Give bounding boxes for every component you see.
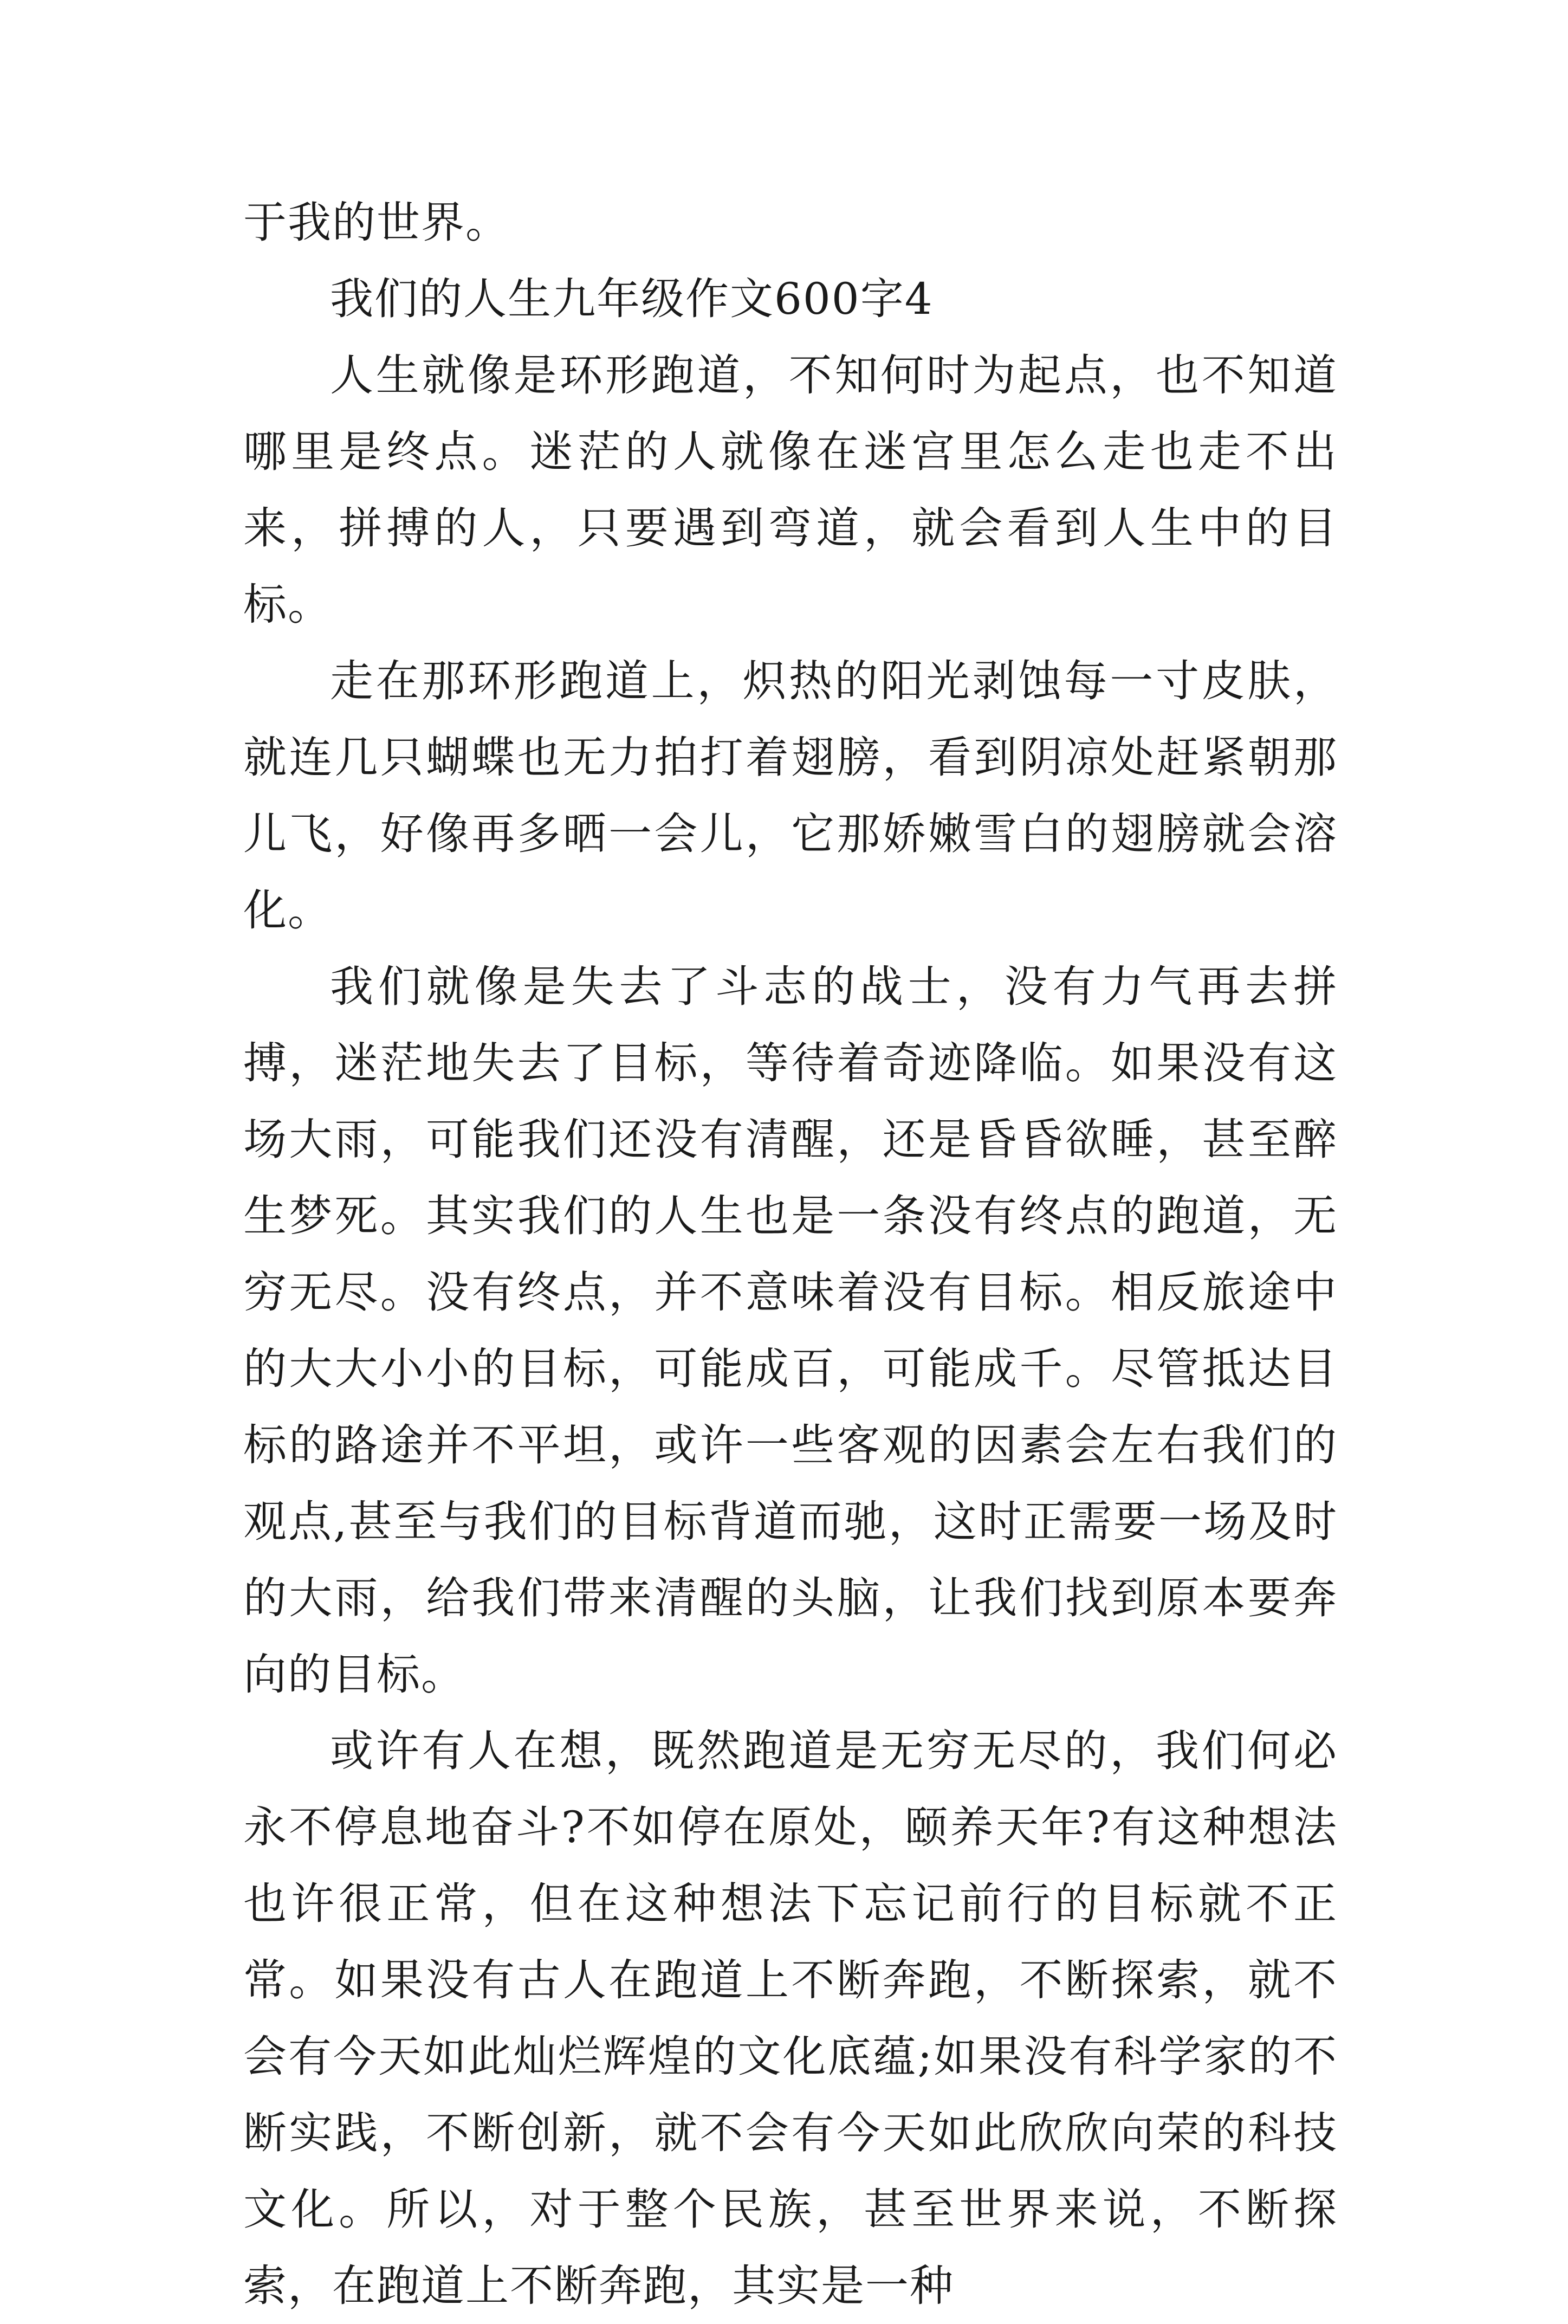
paragraph: 或许有人在想，既然跑道是无穷无尽的，我们何必永不停息地奋斗?不如停在原处，颐养天年?有这种想法也许很正常，但在这种想法下忘记前行的目标就不正常。如果没有古人在跑道上不断奔跑，不断探索，就不会有今天如此灿烂辉煌的文化底蕴;如果没有科学家的不断实践，不断创新，就不会有今天如此欣欣向荣的科技文化。所以，对于整个民族，甚至世界来说，不断探索，在跑道上不断奔跑，其实是一种	[243, 1726, 1338, 2311]
paragraph: 我们就像是失去了斗志的战士，没有力气再去拼搏，迷茫地失去了目标，等待着奇迹降临。如果没有这场大雨，可能我们还没有清醒，还是昏昏欲睡，甚至醉生梦死。其实我们的人生也是一条没有终点的跑道，无穷无尽。没有终点，并不意味着没有目标。相反旅途中的大大小小的目标，可能成百，可能成千。尽管抵达目标的路途并不平坦，或许一些客观的因素会左右我们的观点,甚至与我们的目标背道而驰，这时正需要一场及时的大雨，给我们带来清醒的头脑，让我们找到原本要奔向的目标。	[243, 961, 1338, 1700]
paragraph: 人生就像是环形跑道，不知何时为起点，也不知道哪里是终点。迷茫的人就像在迷宫里怎么走也走不出来，拼搏的人，只要遇到弯道，就会看到人生中的目标。	[243, 350, 1338, 630]
essay-title: 我们的人生九年级作文600字4	[330, 274, 934, 324]
paragraph-continuation: 于我的世界。	[243, 197, 510, 248]
paragraph: 走在那环形跑道上，炽热的阳光剥蚀每一寸皮肤，就连几只蝴蝶也无力拍打着翅膀，看到阴凉处赶紧朝那儿飞，好像再多晒一会儿，它那娇嫩雪白的翅膀就会溶化。	[243, 656, 1338, 935]
essay-body	[243, 184, 1338, 2324]
